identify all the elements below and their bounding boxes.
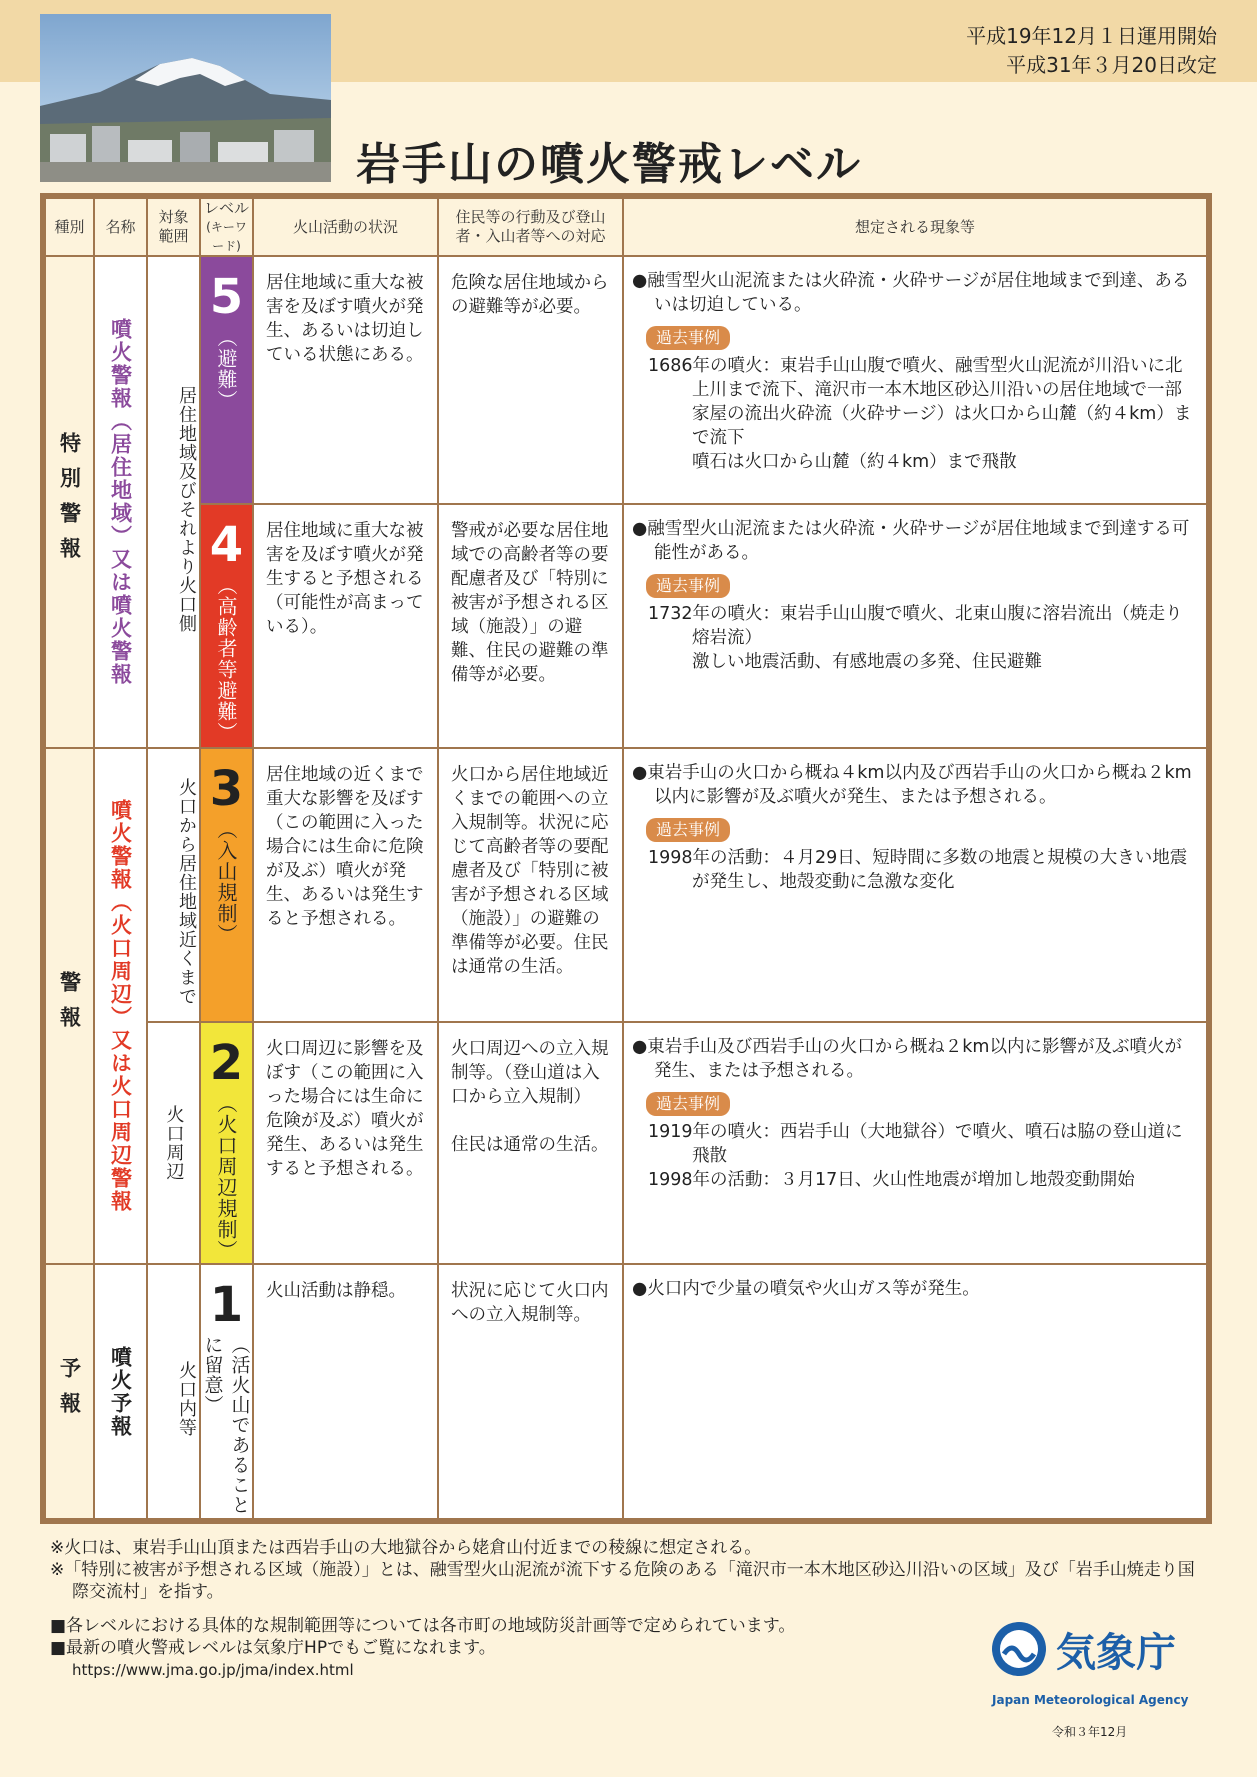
level-2-keyword: （火口周辺規制） (214, 1093, 238, 1261)
level-1-phenomena-text: ●火口内で少量の噴気や火山ガス等が発生。 (632, 1279, 980, 1299)
level-3-number: 3 (209, 761, 244, 817)
mount-iwate-photo (40, 14, 331, 182)
note-special-area: ※「特別に被害が予想される区域（施設）」とは、融雪型火山泥流が流下する危険のある「滝沢市一本木地区砂込川沿いの区域」及び「岩手山焼走り国際交流村」を指す。 (50, 1560, 1195, 1602)
target-crater-surroundings: 火口周辺 (148, 1023, 199, 1263)
level-2-activity: 火口周辺に影響を及ぼす（この範囲に入った場合には生命に危険が及ぶ）噴火が発生、あるいは発生すると予想される。 (254, 1023, 437, 1263)
mountain-illustration (40, 14, 331, 182)
jma-url-link[interactable]: https://www.jma.go.jp/jma/index.html (72, 1661, 354, 1679)
header-level (201, 199, 252, 255)
header-name: 名称 (95, 199, 146, 255)
target-crater-to-near-residential: 火口から居住地域近くまで (148, 749, 199, 1021)
note-regulation-range: ■各レベルにおける具体的な規制範囲等については各市町の地域防災計画等で定められています。 (50, 1616, 796, 1636)
level-1-phenomena (624, 1265, 1206, 1518)
alert-level-table (40, 193, 1212, 1524)
kind-special-warning: 特別警報 (46, 257, 93, 747)
page-title: 岩手山の噴火警戒レベル (356, 139, 862, 190)
note-website: ■最新の噴火警戒レベルは気象庁HPでもご覧になれます。 (50, 1638, 496, 1658)
level-1-activity: 火山活動は静穏。 (254, 1265, 437, 1518)
operation-start-date: 平成19年12月１日運用開始 (966, 24, 1217, 48)
header-level-keyword: (キーワード) (206, 219, 247, 253)
header-activity: 火山活動の状況 (254, 199, 437, 255)
issue-date: 令和３年12月 (1052, 1725, 1128, 1739)
level-4-phenomena-text: ●融雪型火山泥流または火砕流・火砕サージが居住地域まで到達する可能性がある。 (632, 519, 1190, 563)
level-1-number: 1 (209, 1277, 244, 1333)
level-4-phenomena (624, 505, 1206, 747)
level-3-action: 火口から居住地域近くまでの範囲への立入規制等。状況に応じて高齢者等の要配慮者及び「特別に被害が予想される区域（施設）」の避難の準備等が必要。住民は通常の生活。 (439, 749, 622, 1021)
header-target: 対象範囲 (148, 199, 199, 255)
past-cases-tag: 過去事例 (646, 574, 730, 598)
agency-name: 気象庁 (1056, 1629, 1176, 1676)
header-phenomena: 想定される現象等 (624, 199, 1206, 255)
level-3-badge (201, 749, 252, 1021)
name-eruption-forecast: 噴火予報 (95, 1265, 146, 1518)
level-4-action: 警戒が必要な居住地域での高齢者等の要配慮者及び「特別に被害が予想される区域（施設）」の避難、住民の避難の準備等が必要。 (439, 505, 622, 747)
level-5-action: 危険な居住地域からの避難等が必要。 (439, 257, 622, 503)
level-2-action (439, 1023, 622, 1263)
jma-logo (990, 1620, 1176, 1678)
level-2-case-1: 1919年の噴火：西岩手山（大地獄谷）で噴火、噴石は脇の登山道に飛散 (648, 1122, 1183, 1166)
level-3-activity: 居住地域の近くまで重大な影響を及ぼす（この範囲に入った場合には生命に危険が及ぶ）噴火が発生、あるいは発生すると予想される。 (254, 749, 437, 1021)
kind-warning: 警報 (46, 749, 93, 1263)
level-4-activity: 居住地域に重大な被害を及ぼす噴火が発生すると予想される（可能性が高まっている）。 (254, 505, 437, 747)
kind-forecast: 予報 (46, 1265, 93, 1518)
header-kind: 種別 (46, 199, 93, 255)
level-4-case: 1732年の噴火：東岩手山山腹で噴火、北東山腹に溶岩流出（焼走り熔岩流） (648, 604, 1183, 648)
level-2-case-2: 1998年の活動：３月17日、火山性地震が増加し地殻変動開始 (648, 1170, 1135, 1190)
level-2-number: 2 (209, 1035, 244, 1091)
jma-emblem-icon (990, 1620, 1048, 1678)
level-5-case-extra: 噴石は火口から山麓（約４km）まで飛散 (692, 452, 1017, 472)
level-1-badge (201, 1265, 252, 1518)
level-4-keyword: （高齢者等避難） (214, 575, 238, 743)
level-5-case: 1686年の噴火：東岩手山山腹で噴火、融雪型火山泥流が川沿いに北上川まで流下、滝沢市一本木地区砂込川沿いの居住地域で一部家屋の流出火砕流（火砕サージ）は火口から山麓（約４km）まで流下 (648, 356, 1192, 448)
level-2-phenomena (624, 1023, 1206, 1263)
note-crater: ※火口は、東岩手山山頂または西岩手山の大地獄谷から姥倉山付近までの稜線に想定される。 (50, 1538, 762, 1558)
level-4-badge (201, 505, 252, 747)
header-action: 住民等の行動及び登山者・入山者等への対応 (439, 199, 622, 255)
level-5-activity: 居住地域に重大な被害を及ぼす噴火が発生、あるいは切迫している状態にある。 (254, 257, 437, 503)
level-5-phenomena-text: ●融雪型火山泥流または火砕流・火砕サージが居住地域まで到達、あるいは切迫している。 (632, 271, 1190, 315)
level-5-badge (201, 257, 252, 503)
level-1-keyword: （活火山であることに留意） (201, 1335, 251, 1515)
name-eruption-warning-crater: 噴火警報（火口周辺）又は火口周辺警報 (95, 749, 146, 1263)
level-3-case: 1998年の活動：４月29日、短時間に多数の地震と規模の大きい地震が発生し、地殻変動に急激な変化 (648, 848, 1188, 892)
level-2-badge (201, 1023, 252, 1263)
target-residential-and-crater: 居住地域及びそれより火口側 (148, 257, 199, 747)
level-4-case-extra: 激しい地震活動、有感地震の多発、住民避難 (692, 652, 1042, 672)
level-3-phenomena-text: ●東岩手山の火口から概ね４km以内及び西岩手山の火口から概ね２km以内に影響が及ぶ噴火が発生、または予想される。 (632, 763, 1192, 807)
past-cases-tag: 過去事例 (646, 1092, 730, 1116)
level-2-action-text: 火口周辺への立入規制等。（登山道は入口から立入規制） (451, 1039, 609, 1107)
agency-name-en: Japan Meteorological Agency (992, 1693, 1189, 1707)
level-3-keyword: （入山規制） (214, 819, 238, 945)
level-1-action: 状況に応じて火口内への立入規制等。 (439, 1265, 622, 1518)
level-5-keyword: （避難） (214, 327, 238, 411)
level-2-action-extra: 住民は通常の生活。 (451, 1135, 609, 1155)
level-2-phenomena-text: ●東岩手山及び西岩手山の火口から概ね２km以内に影響が及ぶ噴火が発生、または予想される。 (632, 1037, 1182, 1081)
level-5-phenomena (624, 257, 1206, 503)
level-5-number: 5 (209, 269, 244, 325)
level-3-phenomena (624, 749, 1206, 1021)
name-eruption-warning-residential: 噴火警報（居住地域）又は噴火警報 (95, 257, 146, 747)
past-cases-tag: 過去事例 (646, 818, 730, 842)
past-cases-tag: 過去事例 (646, 326, 730, 350)
revision-date: 平成31年３月20日改定 (1006, 53, 1217, 77)
header-level-label: レベル (203, 198, 249, 217)
level-4-number: 4 (209, 517, 244, 573)
date-info (966, 22, 1217, 80)
target-inside-crater: 火口内等 (148, 1265, 199, 1518)
